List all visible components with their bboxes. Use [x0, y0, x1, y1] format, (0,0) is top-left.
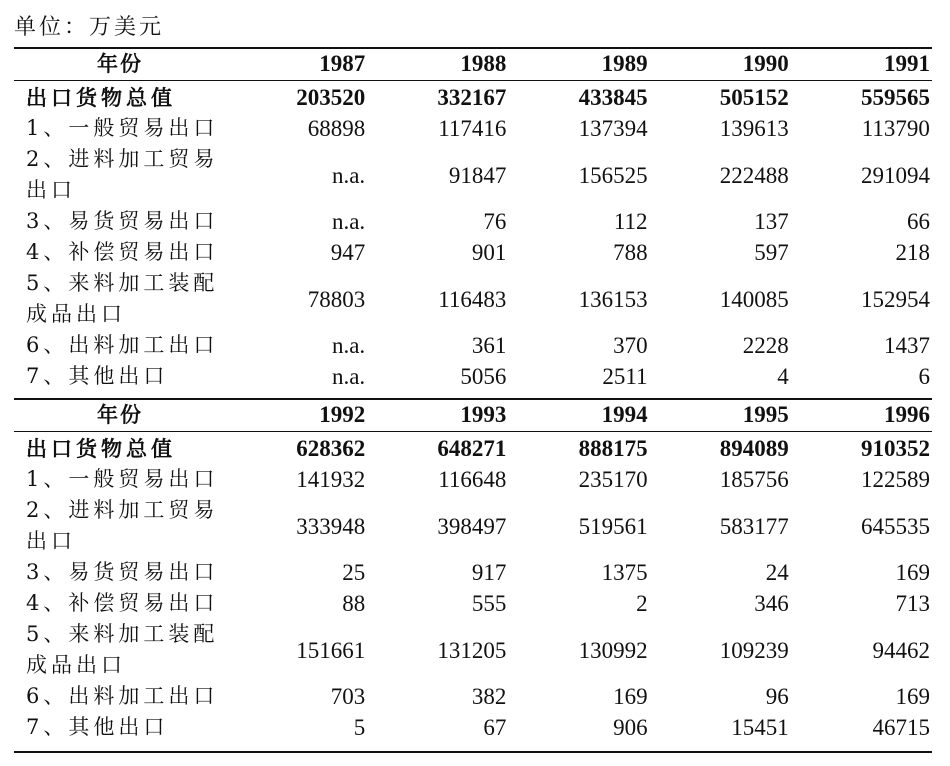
table-cell: 122589	[860, 467, 930, 492]
table-cell: 66	[906, 209, 930, 234]
table-cell: 645535	[860, 513, 930, 539]
row-label: 3、易货贸易出口	[26, 209, 219, 233]
year-header-cell: 1988	[460, 51, 507, 76]
table-cell: 169	[895, 560, 930, 585]
unit-label: 单位：万美元	[14, 15, 165, 40]
table-cell: 88	[342, 591, 366, 616]
table-row	[14, 557, 932, 588]
table-cell: 78803	[307, 286, 366, 312]
table-cell: 130992	[578, 637, 648, 663]
table-header-row	[14, 399, 932, 430]
table-row	[14, 361, 932, 392]
year-header-cell: 1991	[883, 51, 930, 76]
table-cell: 24	[765, 560, 789, 585]
year-header-cell: 1989	[601, 51, 648, 76]
table-cell: 555	[471, 591, 507, 616]
table-cell: 346	[754, 591, 789, 616]
table-cell: 141932	[296, 467, 366, 492]
table-1992-1996-body	[14, 433, 932, 743]
table-cell: 139613	[719, 116, 789, 141]
table-cell: 91847	[448, 162, 507, 188]
table-cell: 703	[330, 684, 366, 709]
table-cell: 131205	[437, 637, 507, 663]
table-row	[14, 588, 932, 619]
table-cell: 116648	[438, 467, 507, 492]
table-cell: 136153	[578, 286, 648, 312]
table-row	[14, 619, 932, 681]
row-label: 4、补偿贸易出口	[26, 591, 219, 615]
table-cell: 917	[471, 560, 507, 585]
table-cell: 788	[613, 240, 648, 265]
table-cell: 235170	[578, 467, 648, 492]
table-cell: 583177	[719, 513, 789, 539]
table-cell: 117416	[438, 116, 507, 141]
row-label: 1、一般贸易出口	[26, 467, 219, 491]
table-cell: n.a.	[331, 364, 366, 389]
table-row	[14, 330, 932, 361]
table-1992-1996	[14, 399, 932, 430]
table-cell: 2511	[602, 364, 648, 389]
table-cell: 169	[613, 684, 648, 709]
table-cell: 628362	[296, 436, 366, 461]
table-cell: 947	[330, 240, 366, 265]
table-row	[14, 206, 932, 237]
table-cell: 203520	[296, 85, 366, 110]
table-cell: 559565	[860, 85, 930, 110]
table-cell: 5056	[460, 364, 507, 389]
year-header-cell: 1994	[601, 402, 648, 427]
table-cell: 332167	[437, 85, 507, 110]
table-cell: 68898	[307, 116, 366, 141]
table-cell: 361	[471, 333, 507, 358]
table-cell: 109239	[719, 637, 789, 663]
year-header-label: 年份	[97, 402, 143, 427]
table-cell: 901	[471, 240, 507, 265]
table-cell: 222488	[719, 162, 789, 188]
table-row	[14, 464, 932, 495]
table-cell: 910352	[860, 436, 930, 461]
row-label: 2、进料加工贸易出口	[26, 498, 219, 553]
row-label: 5、来料加工装配成品出口	[26, 622, 219, 677]
year-header-cell: 1995	[742, 402, 789, 427]
bottom-rule	[14, 751, 932, 753]
header-rule	[14, 80, 932, 81]
table-cell: 94462	[872, 637, 930, 663]
year-header-label: 年份	[97, 51, 143, 76]
table-cell: 906	[613, 715, 648, 740]
table-cell: 113790	[861, 116, 930, 141]
row-label: 4、补偿贸易出口	[26, 240, 219, 264]
table-cell: 398497	[437, 513, 507, 539]
table-cell: 4	[777, 364, 789, 389]
table-cell: 1437	[883, 333, 930, 358]
table-cell: n.a.	[331, 162, 366, 188]
row-label: 2、进料加工贸易出口	[26, 147, 219, 202]
table-cell: 15451	[731, 715, 789, 740]
table-cell: 25	[342, 560, 366, 585]
row-label: 出口货物总值	[26, 85, 176, 110]
table-row	[14, 712, 932, 743]
row-label: 7、其他出口	[26, 364, 169, 388]
table-cell: 2	[636, 591, 648, 616]
table-cell: 46715	[872, 715, 930, 740]
table-row	[14, 82, 932, 113]
table-cell: 137	[754, 209, 789, 234]
table-cell: 116483	[438, 286, 507, 312]
table-cell: 370	[613, 333, 648, 358]
table-cell: 648271	[437, 436, 507, 461]
table-cell: 519561	[578, 513, 648, 539]
row-label: 3、易货贸易出口	[26, 560, 219, 584]
header-rule	[14, 431, 932, 432]
year-header-cell: 1996	[883, 402, 930, 427]
table-cell: 894089	[719, 436, 789, 461]
table-cell: 76	[483, 209, 507, 234]
row-label: 6、出料加工出口	[26, 333, 219, 357]
year-header-cell: 1990	[742, 51, 789, 76]
table-cell: 152954	[860, 286, 930, 312]
year-header-cell: 1987	[319, 51, 366, 76]
year-header-cell: 1992	[319, 402, 366, 427]
table-row	[14, 268, 932, 330]
row-label: 7、其他出口	[26, 715, 169, 739]
table-cell: 333948	[296, 513, 366, 539]
table-row	[14, 113, 932, 144]
table-row	[14, 144, 932, 206]
table-cell: 1375	[601, 560, 648, 585]
table-cell: 151661	[296, 637, 366, 663]
table-cell: 169	[895, 684, 930, 709]
table-cell: 597	[754, 240, 789, 265]
table-cell: n.a.	[331, 209, 366, 234]
table-cell: 137394	[578, 116, 648, 141]
table-cell: 2228	[742, 333, 789, 358]
table-cell: 888175	[578, 436, 648, 461]
table-row	[14, 681, 932, 712]
table-cell: 96	[765, 684, 789, 709]
table-cell: 140085	[719, 286, 789, 312]
row-label: 出口货物总值	[26, 436, 176, 461]
table-cell: 291094	[860, 162, 930, 188]
table-cell: 382	[471, 684, 507, 709]
table-cell: 433845	[578, 85, 648, 110]
table-cell: n.a.	[331, 333, 366, 358]
year-header-cell: 1993	[460, 402, 507, 427]
row-label: 5、来料加工装配成品出口	[26, 271, 219, 326]
table-cell: 218	[895, 240, 930, 265]
table-1987-1991-body	[14, 82, 932, 392]
table-cell: 5	[353, 715, 366, 740]
table-cell: 185756	[719, 467, 789, 492]
table-row	[14, 433, 932, 464]
table-1987-1991	[14, 48, 932, 79]
table-row	[14, 495, 932, 557]
table-row	[14, 237, 932, 268]
table-cell: 156525	[578, 162, 648, 188]
table-cell: 505152	[719, 85, 789, 110]
row-label: 1、一般贸易出口	[26, 116, 219, 140]
table-cell: 67	[483, 715, 507, 740]
row-label: 6、出料加工出口	[26, 684, 219, 708]
table-cell: 6	[918, 364, 930, 389]
table-cell: 713	[895, 591, 930, 616]
table-header-row	[14, 48, 932, 79]
table-cell: 112	[613, 209, 648, 234]
